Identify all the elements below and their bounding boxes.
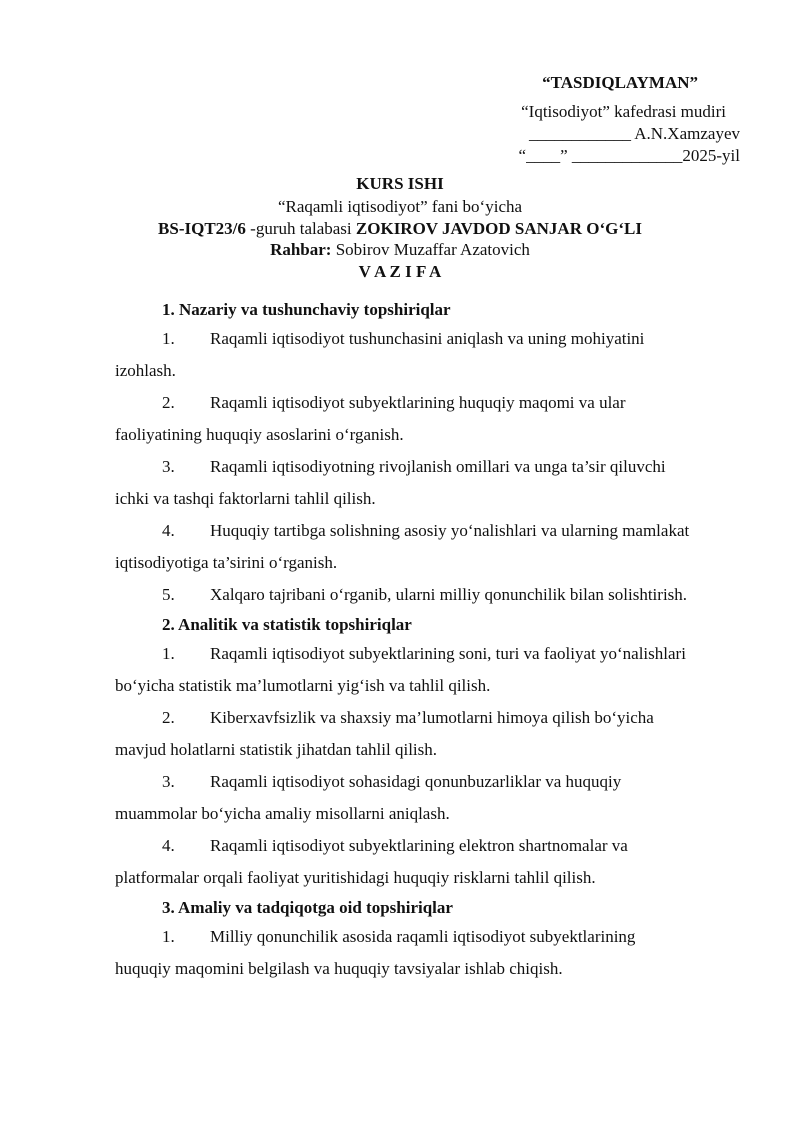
item-text: Milliy qonunchilik asosida raqamli iqtisodiyot subyektlarining <box>210 927 636 946</box>
item-continuation: platformalar orqali faoliyat yuritishidagi huquqiy risklarni tahlil qilish. <box>115 868 596 887</box>
section-title: 1. Nazariy va tushunchaviy topshiriqlar <box>162 300 451 319</box>
item-first-line <box>115 579 745 611</box>
item-first-line <box>115 830 745 862</box>
item-text: Huquqiy tartibga solishning asosiy yo‘nalishlari va ularning mamlakat <box>210 521 690 540</box>
item-first-line <box>115 702 745 734</box>
list-item <box>115 830 745 894</box>
group-code: BS-IQT23/6 <box>158 219 246 238</box>
item-first-line <box>115 766 745 798</box>
list-item <box>115 702 745 766</box>
work-type-title: KURS ISHI <box>356 174 444 193</box>
item-text: Kiberxavfsizlik va shaxsiy ma’lumotlarni himoya qilish bo‘yicha <box>210 708 654 727</box>
section-title: 2. Analitik va statistik topshiriqlar <box>162 615 412 634</box>
task-sections <box>115 296 745 985</box>
item-text: Raqamli iqtisodiyot tushunchasini aniqlash va uning mohiyatini <box>210 329 645 348</box>
item-first-line <box>115 451 745 483</box>
date-line: “____” _____________2025-yil <box>518 146 740 165</box>
item-number: 4. <box>162 836 175 855</box>
item-first-line <box>115 323 745 355</box>
item-continuation: iqtisodiyotiga ta’sirini o‘rganish. <box>115 553 338 572</box>
item-text: Raqamli iqtisodiyot subyektlarining huquqiy maqomi va ular <box>210 393 626 412</box>
supervisor-label: Rahbar: <box>270 240 332 259</box>
item-number: 5. <box>162 585 175 604</box>
item-continuation: huquqiy maqomini belgilash va huquqiy tavsiyalar ishlab chiqish. <box>115 959 563 978</box>
list-item <box>115 451 745 515</box>
item-number: 3. <box>162 457 175 476</box>
item-continuation: bo‘yicha statistik ma’lumotlarni yig‘ish va tahlil qilish. <box>115 676 491 695</box>
item-number: 1. <box>162 329 175 348</box>
item-number: 2. <box>162 708 175 727</box>
list-item <box>115 323 745 387</box>
list-item <box>115 766 745 830</box>
item-number: 2. <box>162 393 175 412</box>
item-text: Raqamli iqtisodiyot subyektlarining soni, turi va faoliyat yo‘nalishlari <box>210 644 686 663</box>
item-text: Raqamli iqtisodiyot subyektlarining elektron shartnomalar va <box>210 836 628 855</box>
approval-title: “TASDIQLAYMAN” <box>542 73 698 92</box>
item-continuation: muammolar bo‘yicha amaliy misollarni aniqlash. <box>115 804 450 823</box>
supervisor-name: Sobirov Muzaffar Azatovich <box>331 240 530 259</box>
item-text: Raqamli iqtisodiyot sohasidagi qonunbuzarliklar va huquqiy <box>210 772 622 791</box>
subject-line: “Raqamli iqtisodiyot” fani bo‘yicha <box>277 197 523 216</box>
list-item <box>115 387 745 451</box>
item-number: 4. <box>162 521 175 540</box>
student-name: ZOKIROV JAVDOD SANJAR O‘G‘LI <box>355 219 642 238</box>
item-number: 1. <box>162 644 175 663</box>
department-line: “Iqtisodiyot” kafedrasi mudiri <box>521 102 726 121</box>
supervisor-line <box>100 239 700 260</box>
item-number: 1. <box>162 927 175 946</box>
item-continuation: mavjud holatlarni statistik jihatdan tahlil qilish. <box>115 740 438 759</box>
item-continuation: faoliyatining huquqiy asoslarini o‘rganish. <box>115 425 404 444</box>
item-continuation: izohlash. <box>115 361 176 380</box>
group-suffix: -guruh talabasi <box>245 219 356 238</box>
task-title: V A Z I F A <box>358 262 442 281</box>
item-first-line <box>115 638 745 670</box>
student-line <box>100 218 700 239</box>
item-first-line <box>115 387 745 419</box>
list-item <box>115 579 745 611</box>
list-item <box>115 515 745 579</box>
section-title: 3. Amaliy va tadqiqotga oid topshiriqlar <box>162 898 453 917</box>
item-number: 3. <box>162 772 175 791</box>
approval-block <box>470 72 740 167</box>
list-item <box>115 638 745 702</box>
item-text: Raqamli iqtisodiyotning rivojlanish omillari va unga ta’sir qiluvchi <box>210 457 666 476</box>
signature-line: ____________ A.N.Xamzayev <box>528 124 740 143</box>
item-first-line <box>115 921 745 953</box>
list-item <box>115 921 745 985</box>
item-first-line <box>115 515 745 547</box>
item-continuation: ichki va tashqi faktorlarni tahlil qilish. <box>115 489 376 508</box>
item-text: Xalqaro tajribani o‘rganib, ularni milliy qonunchilik bilan solishtirish. <box>210 585 688 604</box>
